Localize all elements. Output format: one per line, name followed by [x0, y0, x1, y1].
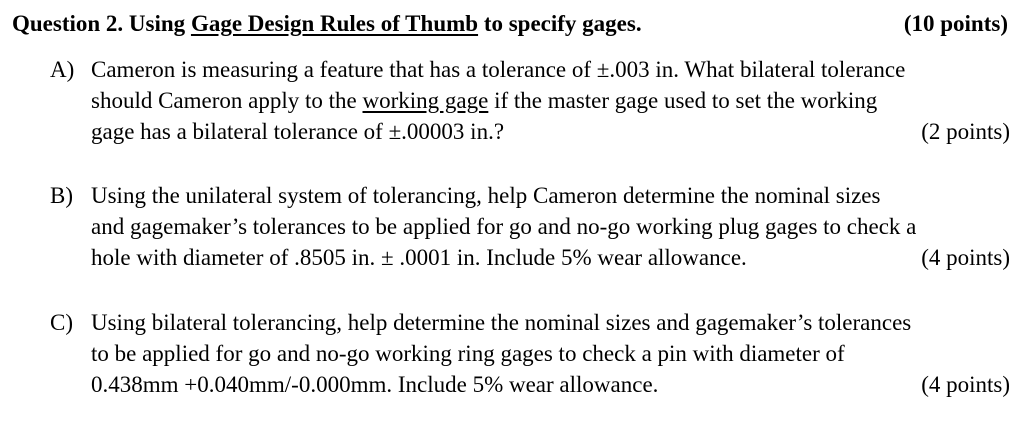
part-c: [50, 307, 1010, 403]
part-b: [50, 180, 1010, 276]
part-b-line-3-text: hole with diameter of .8505 in. ± .0001 in. Include 5% wear allowance.: [91, 245, 747, 270]
question-heading: [12, 8, 1008, 40]
part-c-line-1: Using bilateral tolerancing, help determine the nominal sizes and gagemaker’s tolerances: [91, 310, 912, 335]
part-c-line-3-text: 0.438mm +0.040mm/-0.000mm. Include 5% wear allowance.: [91, 372, 659, 397]
part-a: [50, 54, 1010, 150]
part-a-label: A): [50, 57, 75, 82]
question-title-underlined: Gage Design Rules of Thumb: [190, 11, 479, 36]
part-c-line-2: to be applied for go and no-go working ring gages to check a pin with diameter of: [91, 341, 845, 366]
part-b-points: (4 points): [921, 245, 1010, 270]
part-a-line-2: [91, 85, 1010, 116]
part-b-label: B): [50, 183, 73, 208]
part-c-text: [91, 307, 1010, 400]
part-c-label: C): [50, 310, 73, 335]
part-a-line-2-post: if the master gage used to set the working: [488, 88, 878, 113]
question-prefix: Question 2. Using: [12, 11, 191, 36]
working-gage-underlined: working gage: [362, 88, 489, 113]
part-a-line-3: [91, 116, 1010, 147]
part-a-line-2-pre: should Cameron apply to the: [91, 88, 363, 113]
part-a-points: (2 points): [921, 119, 1010, 144]
question-suffix: to specify gages.: [478, 11, 642, 36]
part-b-line-2: and gagemaker’s tolerances to be applied for go and no-go working plug gages to check a: [91, 214, 917, 239]
part-b-line-1: Using the unilateral system of tolerancing, help Cameron determine the nominal sizes: [91, 183, 881, 208]
part-b-line-3: [91, 242, 1010, 273]
part-c-points: (4 points): [921, 372, 1010, 397]
question-points: (10 points): [903, 11, 1008, 36]
part-c-line-3: [91, 369, 1010, 400]
part-b-text: [91, 180, 1010, 273]
part-a-text: [91, 54, 1010, 147]
part-a-line-3-text: gage has a bilateral tolerance of ±.00003 in.?: [91, 119, 505, 144]
part-a-line-1: Cameron is measuring a feature that has a tolerance of ±.003 in. What bilateral tolerance: [91, 57, 906, 82]
